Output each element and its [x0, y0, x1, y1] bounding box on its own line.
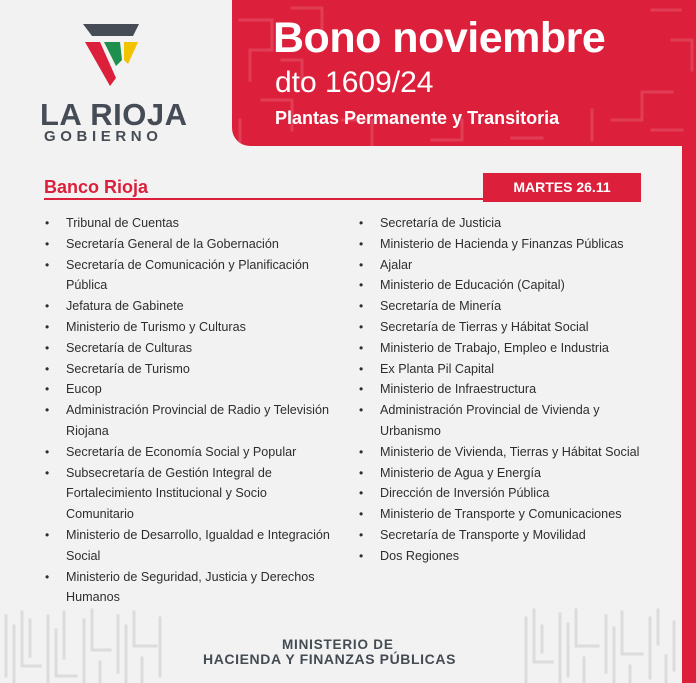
bullet-icon: • [359, 486, 364, 501]
list-item: • Secretaría General de la Gobernación [44, 234, 334, 255]
list-item: • Secretaría de Economía Social y Popular [44, 442, 334, 463]
bullet-icon: • [45, 527, 50, 542]
bullet-icon: • [359, 299, 364, 314]
footer-ministry-line2: HACIENDA Y FINANZAS PÚBLICAS [203, 651, 457, 667]
list-item: • Ministerio de Turismo y Culturas [44, 317, 334, 338]
list-item: • Ministerio de Educación (Capital) [358, 275, 658, 296]
list-item: • Ministerio de Vivienda, Tierras y Hábitat Social [358, 442, 658, 463]
list-item: • Ministerio de Desarrollo, Igualdad e Integración Social [44, 525, 334, 567]
bullet-icon: • [359, 465, 364, 480]
bullet-icon: • [45, 569, 50, 584]
logo-subtitle: GOBIERNO [44, 128, 163, 145]
bullet-icon: • [45, 299, 50, 314]
bullet-icon: • [359, 444, 364, 459]
bank-divider [44, 198, 484, 200]
list-item: • Ministerio de Trabajo, Empleo e Industria [358, 338, 658, 359]
list-item: • Administración Provincial de Radio y Televisión Riojana [44, 400, 334, 442]
bullet-icon: • [45, 361, 50, 376]
page-title: Bono noviembre [273, 14, 606, 62]
bullet-icon: • [45, 257, 50, 272]
bullet-icon: • [359, 257, 364, 272]
bullet-icon: • [45, 236, 50, 251]
bullet-icon: • [45, 465, 50, 480]
bullet-icon: • [359, 236, 364, 251]
date-badge: MARTES 26.11 [483, 173, 641, 202]
list-item: • Dirección de Inversión Pública [358, 483, 658, 504]
list-item: • Secretaría de Minería [358, 296, 658, 317]
bullet-icon: • [45, 382, 50, 397]
list-item: • Dos Regiones [358, 546, 658, 567]
la-rioja-logo-icon [80, 20, 142, 88]
bullet-icon: • [359, 507, 364, 522]
list-right [358, 213, 658, 567]
bullet-icon: • [359, 278, 364, 293]
list-item: • Ajalar [358, 255, 658, 276]
list-item: • Secretaría de Turismo [44, 359, 334, 380]
list-item: • Eucop [44, 379, 334, 400]
bullet-icon: • [359, 319, 364, 334]
bullet-icon: • [45, 216, 50, 230]
decree-number: dto 1609/24 [275, 66, 434, 99]
logo-name: LA RIOJA [40, 97, 188, 132]
bullet-icon: • [45, 403, 50, 418]
list-item: • Administración Provincial de Vivienda y Urbanismo [358, 400, 658, 442]
bullet-icon: • [359, 527, 364, 542]
list-item: • Jefatura de Gabinete [44, 296, 334, 317]
list-item: • Ex Planta Pil Capital [358, 359, 658, 380]
list-item: • Ministerio de Infraestructura [358, 379, 658, 400]
bullet-icon: • [359, 340, 364, 355]
bullet-icon: • [359, 216, 364, 230]
list-item: • Ministerio de Seguridad, Justicia y Derechos Humanos [44, 567, 334, 609]
list-item: • Ministerio de Transporte y Comunicaciones [358, 504, 658, 525]
bullet-icon: • [359, 361, 364, 376]
list-item: • Secretaría de Transporte y Movilidad [358, 525, 658, 546]
list-item: • Ministerio de Agua y Energía [358, 463, 658, 484]
list-item: • Secretaría de Culturas [44, 338, 334, 359]
bullet-icon: • [45, 340, 50, 355]
list-item: • Secretaría de Justicia [358, 213, 658, 234]
bullet-icon: • [45, 319, 50, 334]
bullet-icon: • [45, 444, 50, 459]
footer-pattern-left [0, 606, 175, 683]
bank-label: Banco Rioja [44, 177, 149, 197]
list-left [44, 213, 334, 608]
page-subtitle: Plantas Permanente y Transitoria [275, 108, 560, 128]
list-item: • Secretaría de Tierras y Hábitat Social [358, 317, 658, 338]
bullet-icon: • [359, 403, 364, 418]
list-item: • Tribunal de Cuentas [44, 213, 334, 234]
footer-ministry-line1: MINISTERIO DE [282, 637, 394, 652]
bullet-icon: • [359, 382, 364, 397]
bullet-icon: • [359, 548, 364, 563]
footer-pattern-right [520, 606, 682, 683]
list-item: • Ministerio de Hacienda y Finanzas Públicas [358, 234, 658, 255]
list-item: • Secretaría de Comunicación y Planificación Pública [44, 255, 334, 297]
list-item: • Subsecretaría de Gestión Integral de Fortalecimiento Institucional y Socio Comunitario [44, 463, 334, 525]
